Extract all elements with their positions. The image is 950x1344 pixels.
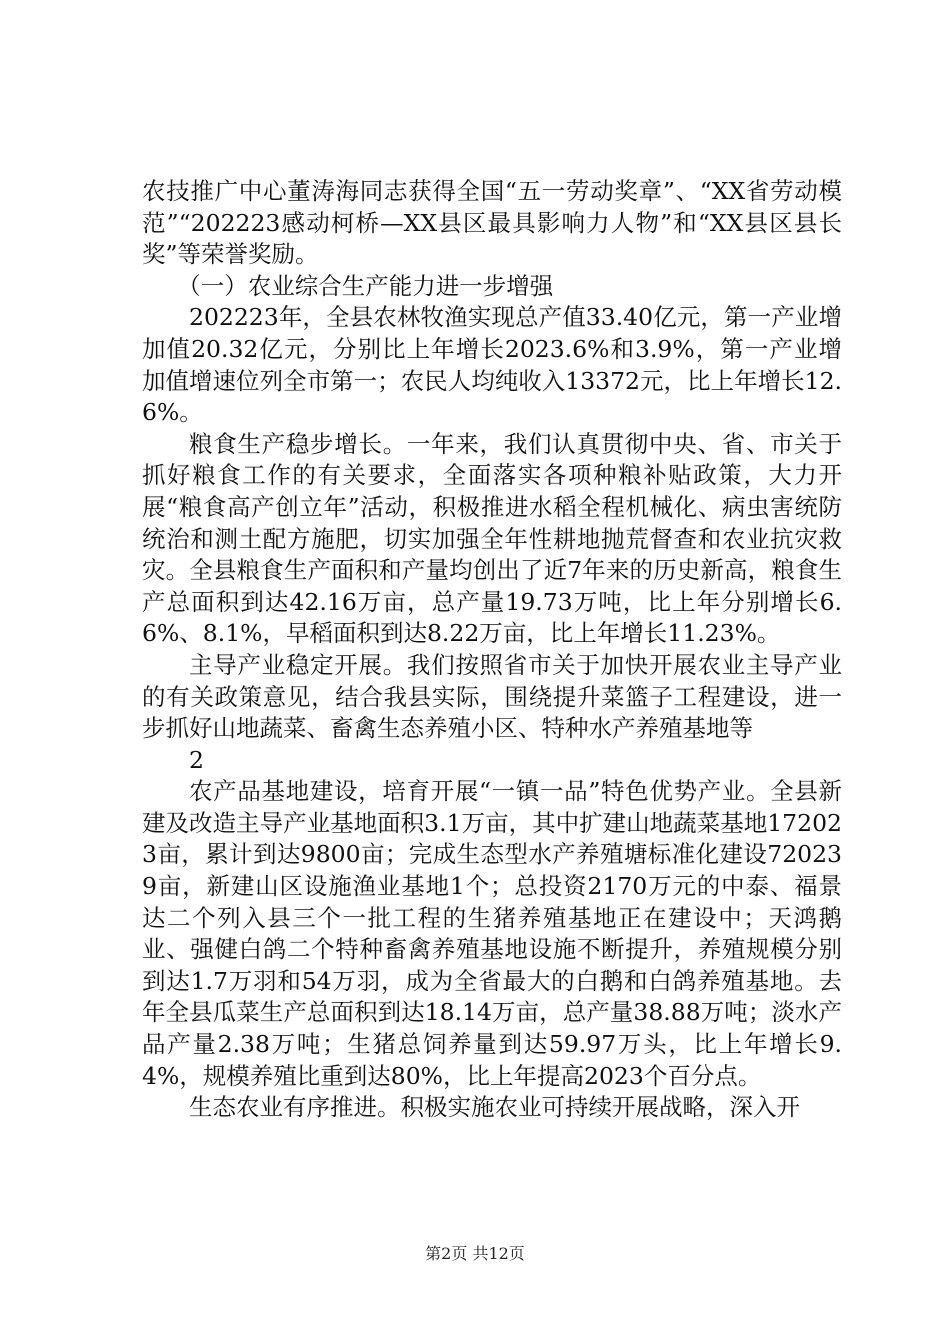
paragraph-product-bases: 农产品基地建设，培育开展“一镇一品”特色优势产业。全县新建及改造主导产业基地面积3.1万亩，其中扩建山地蔬菜基地172023亩，累计到达9800亩；完成生态型水产养殖塘标准化建设720239亩，新建山区设施渔业基地1个；总投资2170万元的中泰、福景达二个列入县三个一批工程的生猪养殖基地正在建设中；天鸿鹅业、强健白鸽二个特种畜禽养殖基地设施不断提升，养殖规模分别到达1.7万羽和54万羽，成为全省最大的白鹅和白鸽养殖基地。去年全县瓜菜生产总面积到达18.14万亩，总产量38.88万吨；淡水产品产量2.38万吨；生猪总饲养量到达59.97万头，比上年增长9.4%，规模养殖比重到达80%，比上年提高2023个百分点。 bbox=[142, 777, 842, 1090]
paragraph-grain-production: 粮食生产稳步增长。一年来，我们认真贯彻中央、省、市关于抓好粮食工作的有关要求，全面落实各项种粮补贴政策，大力开展“粮食高产创立年”活动，积极推进水稻全程机械化、病虫害统防统治和测土配方施肥，切实加强全年性耕地抛荒督查和农业抗灾救灾。全县粮食生产面积和产量均创出了近7年来的历史新高，粮食生产总面积到达42.16万亩，总产量19.73万吨，比上年分别增长6.6%、8.1%，早稻面积到达8.22万亩，比上年增长11.23%。 bbox=[142, 429, 842, 648]
paragraph-leading-industry: 主导产业稳定开展。我们按照省市关于加快开展农业主导产业的有关政策意见，结合我县实际，围绕提升菜篮子工程建设，进一步抓好山地蔬菜、畜禽生态养殖小区、特种水产养殖基地等 bbox=[142, 650, 842, 743]
paragraph-output-value: 202223年，全县农林牧渔实现总产值33.40亿元，第一产业增加值20.32亿元，分别比上年增长2023.6%和3.9%，第一产业增加值增速位列全市第一；农民人均纯收入13372元，比上年增长12.6%。 bbox=[142, 303, 842, 427]
paragraph-award-continuation: 农技推广中心董涛海同志获得全国“五一劳动奖章”、“XX省劳动模范”“202223感动柯桥—XX县区最具影响力人物”和“XX县区县长奖”等荣誉奖励。 bbox=[142, 177, 842, 269]
document-body bbox=[142, 176, 842, 1124]
page-footer: 第2页 共12页 bbox=[425, 1244, 525, 1263]
paragraph-eco-agriculture: 生态农业有序推进。积极实施农业可持续开展战略，深入开 bbox=[189, 1093, 800, 1122]
inline-page-number: 2 bbox=[189, 745, 204, 774]
section-heading: （一）农业综合生产能力进一步增强 bbox=[177, 271, 554, 300]
